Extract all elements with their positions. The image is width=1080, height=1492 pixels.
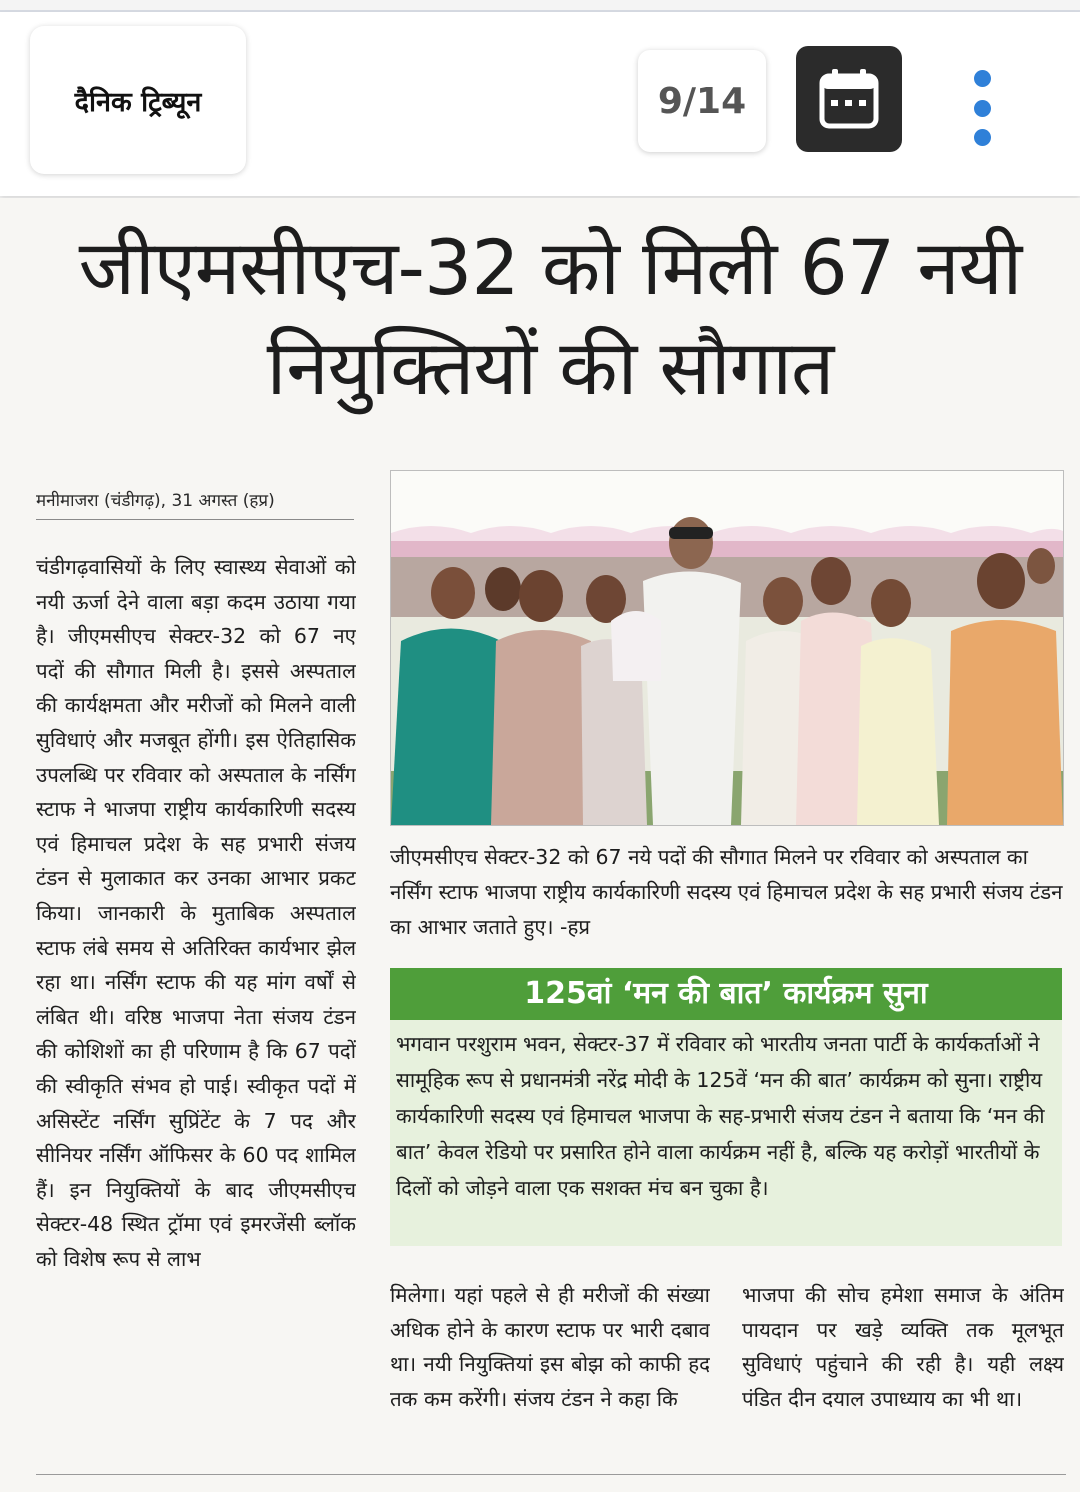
more-vertical-icon — [974, 70, 991, 87]
footer-divider — [36, 1474, 1066, 1475]
sidebar-box-title: 125वां ‘मन की बात’ कार्यक्रम सुना — [390, 968, 1062, 1020]
article-column-3: भाजपा की सोच हमेशा समाज के अंतिम पायदान पर खड़े व्यक्ति तक मूलभूत सुविधाएं पहुंचाने की रही है। यही लक्ष्य पंडित दीन दयाल उपाध्याय का भी था। — [742, 1283, 1064, 1411]
dateline: मनीमाजरा (चंडीगढ़), 31 अगस्त (हप्र) — [36, 491, 275, 511]
article-column-2: मिलेगा। यहां पहले से ही मरीजों की संख्या अधिक होने के कारण स्टाफ पर भारी दबाव था। नयी नियुक्तियां इस बोझ को काफी हद तक कम करेंगी। संजय टंडन ने कहा कि — [390, 1283, 710, 1411]
logo-text: दैनिक ट्रिब्यून — [74, 86, 202, 118]
page-indicator[interactable]: 9/14 — [638, 50, 766, 152]
photo-caption: जीएमसीएच सेक्टर-32 को 67 नये पदों की सौगात मिलने पर रविवार को अस्पताल का नर्सिंग स्टाफ भाजपा राष्ट्रीय कार्यकारिणी सदस्य एवं हिमाचल प्रदेश के सह प्रभारी संजय टंडन का आभार जताते हुए। -हप्र — [390, 845, 1063, 939]
sidebar-box-text: भगवान परशुराम भवन, सेक्टर-37 में रविवार को भारतीय जनता पार्टी के कार्यकर्ताओं ने सामूहिक रूप से प्रधानमंत्री नरेंद्र मोदी के 125वें ‘मन की बात’ कार्यक्रम को सुना। राष्ट्रीय कार्यकारिणी सदस्य एवं हिमाचल भाजपा के सह-प्रभारी संजय टंडन ने बताया कि ‘मन की बात’ केवल रेडियो पर प्रसारित होने वाला कार्यक्रम नहीं है, बल्कि यह करोड़ों भारतीयों के दिलों को जोड़ने वाला एक सशक्त मंच बन चुका है। — [390, 1020, 1062, 1246]
headline-line-2: नियुक्तियों की सौगात — [266, 323, 834, 412]
headline-line-1: जीएमसीएच-32 को मिली 67 नयी — [78, 223, 1022, 312]
calendar-button[interactable] — [796, 46, 902, 152]
news-photo-illustration — [391, 471, 1063, 825]
more-options-button[interactable] — [958, 70, 1006, 146]
headline — [30, 218, 1070, 418]
calendar-icon — [818, 67, 880, 131]
news-photo[interactable] — [390, 470, 1064, 826]
article-column-1: चंडीगढ़वासियों के लिए स्वास्थ्य सेवाओं को नयी ऊर्जा देने वाला बड़ा कदम उठाया गया है। जीएमसीएच सेक्टर-32 को 67 नए पदों की सौगात मिली है। इससे अस्पताल की कार्यक्षमता और मरीजों को मिलने वाली सुविधाएं और मजबूत होंगी। इस ऐतिहासिक उपलब्धि पर रविवार को अस्पताल के नर्सिंग स्टाफ ने भाजपा राष्ट्रीय कार्यकारिणी सदस्य एवं हिमाचल प्रदेश के सह प्रभारी संजय टंडन से मुलाकात कर उनका आभार प्रकट किया। जानकारी के मुताबिक अस्पताल स्टाफ लंबे समय से अतिरिक्त कार्यभार झेल रहा था। नर्सिंग स्टाफ की यह मांग वर्षों से लंबित थी। वरिष्ठ भाजपा नेता संजय टंडन की कोशिशों का ही परिणाम है कि 67 पदों की स्वीकृति संभव हो पाई। स्वीकृत पदों में असिस्टेंट नर्सिंग सुप्रिंटेंट के 7 पद और सीनियर नर्सिंग ऑफिसर के 60 पद शामिल हैं। इन नियुक्तियों के बाद जीएमसीएच सेक्टर-48 स्थित ट्रॉमा एवं इमरजेंसी ब्लॉक को विशेष रूप से लाभ — [36, 555, 356, 1271]
app-header — [0, 12, 1080, 196]
dateline-divider — [36, 519, 354, 520]
newspaper-logo[interactable] — [30, 26, 246, 174]
